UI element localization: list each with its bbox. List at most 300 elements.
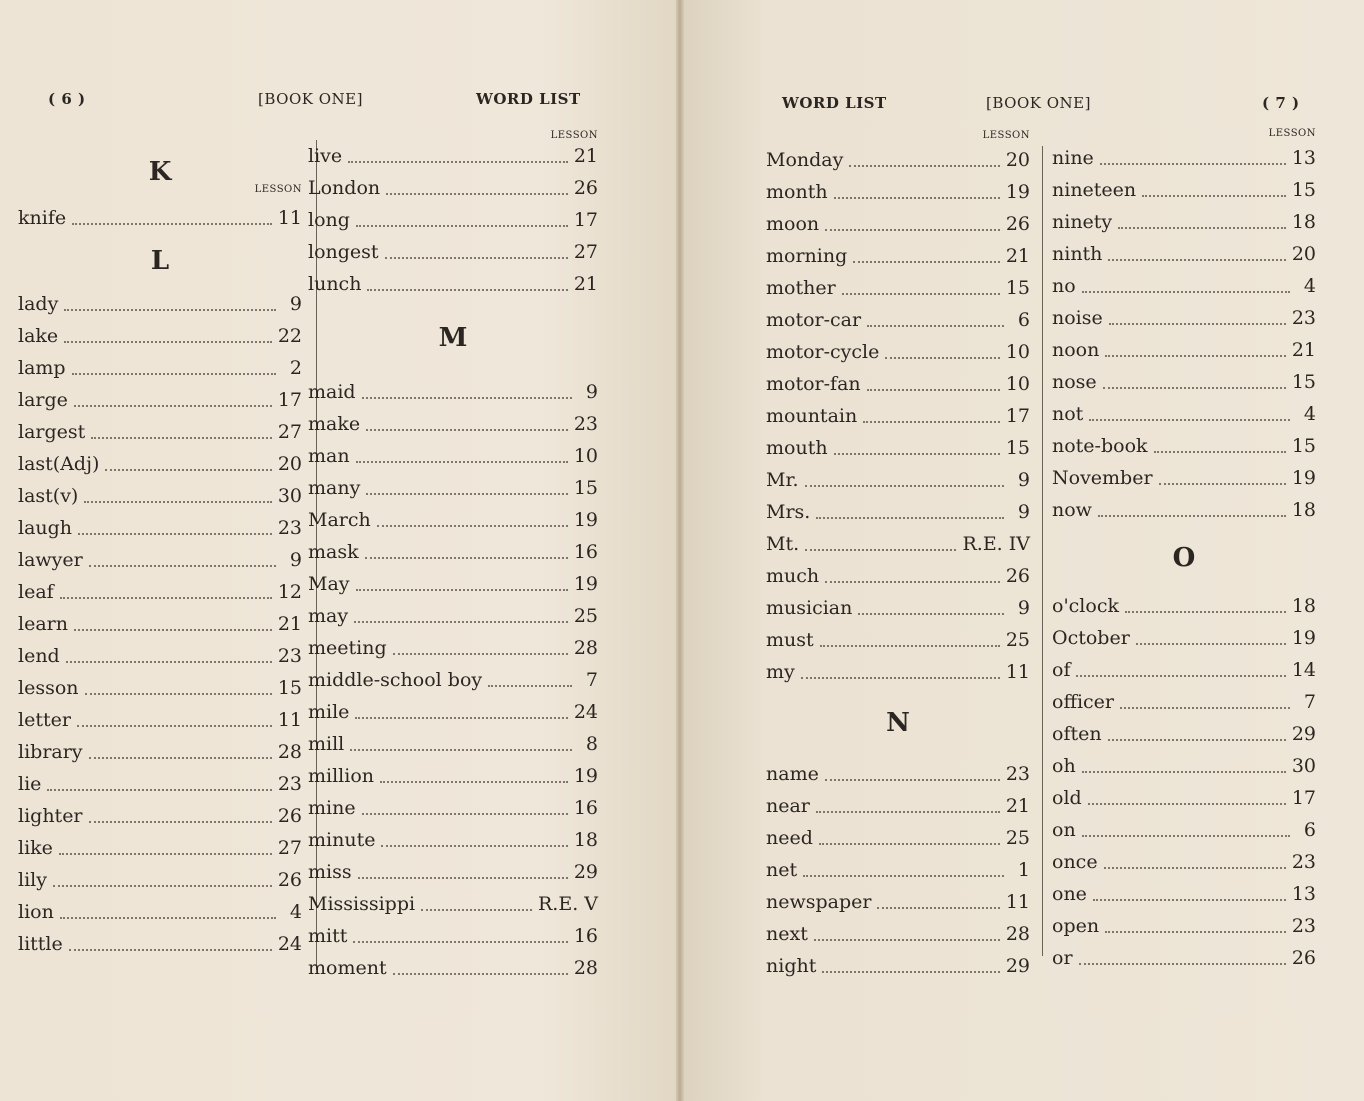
lesson-number: 21 — [573, 145, 598, 167]
leader-dots — [74, 405, 272, 407]
word-text: March — [308, 509, 371, 531]
word-entry — [18, 800, 302, 832]
word-text: lawyer — [18, 549, 83, 571]
leader-dots — [1136, 643, 1286, 645]
word-entry — [766, 560, 1030, 592]
leader-dots — [1142, 195, 1286, 197]
leader-dots — [805, 485, 1005, 487]
left-page-number: ( 6 ) — [48, 90, 86, 108]
leader-dots — [1079, 963, 1286, 965]
lesson-number: 10 — [1005, 373, 1030, 395]
lesson-number: 19 — [573, 573, 598, 595]
lesson-number: 17 — [1291, 787, 1316, 809]
word-entry — [308, 632, 598, 664]
word-text: lend — [18, 645, 60, 667]
word-entry — [766, 822, 1030, 854]
lesson-number: 30 — [1291, 755, 1316, 777]
word-text: large — [18, 389, 68, 411]
word-text: mitt — [308, 925, 348, 947]
word-text: many — [308, 477, 361, 499]
lesson-number: 23 — [277, 517, 302, 539]
leader-dots — [366, 493, 567, 495]
word-entry — [766, 336, 1030, 368]
leader-dots — [377, 525, 568, 527]
leader-dots — [367, 289, 567, 291]
leader-dots — [78, 533, 272, 535]
word-text: nine — [1052, 147, 1094, 169]
word-entry — [1052, 622, 1316, 654]
lesson-number: 10 — [573, 445, 598, 467]
left-col-1 — [18, 150, 302, 960]
word-entry — [308, 888, 598, 920]
word-entry — [766, 656, 1030, 688]
lesson-number: R.E. IV — [962, 533, 1030, 555]
lesson-number: 18 — [1291, 499, 1316, 521]
word-text: Mt. — [766, 533, 800, 555]
lesson-number: 28 — [573, 957, 598, 979]
leader-dots — [867, 389, 1000, 391]
word-entry — [1052, 750, 1316, 782]
word-text: musician — [766, 597, 853, 619]
word-entry — [18, 544, 302, 576]
word-entry — [308, 568, 598, 600]
leader-dots — [89, 757, 272, 759]
word-text: leaf — [18, 581, 54, 603]
word-text: live — [308, 145, 343, 167]
lesson-number: R.E. V — [537, 893, 598, 915]
word-text: noon — [1052, 339, 1100, 361]
lesson-number: 20 — [1291, 243, 1316, 265]
lesson-number: 23 — [277, 645, 302, 667]
word-text: of — [1052, 659, 1071, 681]
lesson-number: 21 — [277, 613, 302, 635]
leader-dots — [386, 193, 568, 195]
word-text: note-book — [1052, 435, 1148, 457]
word-text: or — [1052, 947, 1073, 969]
word-text: may — [308, 605, 349, 627]
word-entry — [308, 376, 598, 408]
lesson-number: 24 — [573, 701, 598, 723]
leader-dots — [60, 917, 276, 919]
lesson-number: 28 — [1005, 923, 1030, 945]
word-entry — [766, 240, 1030, 272]
right-col-1 — [766, 130, 1030, 982]
word-text: my — [766, 661, 795, 683]
leader-dots — [1088, 803, 1286, 805]
leader-dots — [421, 909, 532, 911]
o-entries — [1052, 590, 1316, 974]
word-text: night — [766, 955, 817, 977]
left-page — [0, 0, 676, 1101]
lesson-number: 9 — [585, 381, 598, 403]
word-text: longest — [308, 241, 379, 263]
lesson-number: 9 — [289, 293, 302, 315]
l-entries — [18, 288, 302, 960]
word-text: like — [18, 837, 53, 859]
word-entry — [766, 464, 1030, 496]
lesson-number: 18 — [1291, 211, 1316, 233]
lesson-number: 15 — [1291, 435, 1316, 457]
leader-dots — [353, 941, 567, 943]
leader-dots — [89, 565, 276, 567]
leader-dots — [89, 821, 272, 823]
word-entry — [766, 918, 1030, 950]
word-entry — [1052, 174, 1316, 206]
leader-dots — [825, 229, 1000, 231]
word-entry — [308, 268, 598, 300]
word-text: now — [1052, 499, 1092, 521]
book-gutter — [676, 0, 684, 1101]
word-text: letter — [18, 709, 71, 731]
word-entry — [18, 832, 302, 864]
lesson-number: 17 — [573, 209, 598, 231]
left-section-title: WORD LIST — [476, 90, 581, 108]
word-entry — [18, 512, 302, 544]
word-text: mouth — [766, 437, 828, 459]
word-entry — [308, 856, 598, 888]
lesson-number: 23 — [1291, 307, 1316, 329]
word-text: morning — [766, 245, 848, 267]
word-entry — [1052, 430, 1316, 462]
leader-dots — [825, 581, 1000, 583]
lesson-number: 17 — [277, 389, 302, 411]
lesson-number: 29 — [1291, 723, 1316, 745]
word-text: motor-fan — [766, 373, 861, 395]
lesson-number: 19 — [1005, 181, 1030, 203]
word-entry — [308, 204, 598, 236]
lesson-number: 27 — [277, 837, 302, 859]
word-entry — [308, 760, 598, 792]
leader-dots — [362, 813, 568, 815]
letter-heading-k: K — [148, 157, 172, 187]
word-entry — [18, 576, 302, 608]
leader-dots — [1103, 387, 1286, 389]
right-page — [684, 0, 1364, 1101]
word-entry — [1052, 142, 1316, 174]
lesson-number: 4 — [1303, 403, 1316, 425]
word-text: mask — [308, 541, 359, 563]
word-entry — [766, 144, 1030, 176]
lesson-number: 15 — [1005, 277, 1030, 299]
word-text: October — [1052, 627, 1130, 649]
k-entries — [18, 202, 302, 234]
m-entries — [308, 376, 598, 984]
word-entry — [18, 864, 302, 896]
lesson-number: 26 — [1005, 213, 1030, 235]
leader-dots — [805, 549, 956, 551]
lesson-number: 4 — [1303, 275, 1316, 297]
lesson-number: 25 — [1005, 629, 1030, 651]
word-entry — [766, 528, 1030, 560]
lesson-number: 15 — [1291, 371, 1316, 393]
leader-dots — [348, 161, 568, 163]
leader-dots — [867, 325, 1004, 327]
word-entry — [766, 304, 1030, 336]
word-entry — [766, 758, 1030, 790]
leader-dots — [84, 501, 271, 503]
lesson-number: 20 — [1005, 149, 1030, 171]
word-entry — [18, 352, 302, 384]
word-text: library — [18, 741, 83, 763]
word-entry — [308, 792, 598, 824]
lesson-number: 19 — [573, 509, 598, 531]
word-text: open — [1052, 915, 1100, 937]
word-entry — [1052, 366, 1316, 398]
word-text: once — [1052, 851, 1098, 873]
n-entries — [766, 758, 1030, 982]
leader-dots — [354, 621, 568, 623]
leader-dots — [64, 309, 276, 311]
leader-dots — [1076, 675, 1285, 677]
lesson-number: 12 — [277, 581, 302, 603]
word-text: oh — [1052, 755, 1076, 777]
lesson-number: 29 — [1005, 955, 1030, 977]
leader-dots — [393, 653, 568, 655]
lesson-number: 19 — [1291, 467, 1316, 489]
right-book-title: [BOOK ONE] — [986, 94, 1091, 112]
word-text: ninth — [1052, 243, 1103, 265]
word-entry — [1052, 878, 1316, 910]
word-entry — [308, 600, 598, 632]
word-entry — [1052, 206, 1316, 238]
word-entry — [18, 928, 302, 960]
word-text: lesson — [18, 677, 79, 699]
lesson-number: 26 — [1291, 947, 1316, 969]
word-entry — [1052, 942, 1316, 974]
lesson-number: 15 — [1291, 179, 1316, 201]
word-entry — [308, 664, 598, 696]
word-entry — [1052, 782, 1316, 814]
word-text: nose — [1052, 371, 1097, 393]
word-entry — [308, 824, 598, 856]
word-text: last(Adj) — [18, 453, 100, 475]
word-text: mine — [308, 797, 356, 819]
word-text: one — [1052, 883, 1087, 905]
lesson-number: 11 — [1005, 661, 1030, 683]
word-entry — [308, 696, 598, 728]
word-entry — [18, 320, 302, 352]
leader-dots — [59, 853, 272, 855]
lesson-number: 1 — [1017, 859, 1030, 881]
word-entry — [18, 640, 302, 672]
word-text: month — [766, 181, 828, 203]
lesson-number: 6 — [1017, 309, 1030, 331]
leader-dots — [380, 781, 568, 783]
leader-dots — [1082, 291, 1290, 293]
word-text: London — [308, 177, 381, 199]
leader-dots — [385, 257, 568, 259]
word-text: near — [766, 795, 810, 817]
word-text: Monday — [766, 149, 844, 171]
lesson-number: 23 — [1291, 915, 1316, 937]
leader-dots — [1154, 451, 1286, 453]
leader-dots — [1118, 227, 1286, 229]
leader-dots — [834, 197, 1000, 199]
leader-dots — [1104, 867, 1286, 869]
leader-dots — [863, 421, 1000, 423]
word-text: knife — [18, 207, 67, 229]
word-text: next — [766, 923, 808, 945]
leader-dots — [72, 373, 276, 375]
word-text: o'clock — [1052, 595, 1119, 617]
word-text: maid — [308, 381, 356, 403]
word-entry — [1052, 238, 1316, 270]
word-entry — [766, 790, 1030, 822]
m-cont-entries — [766, 144, 1030, 688]
word-entry — [1052, 654, 1316, 686]
word-entry — [18, 480, 302, 512]
word-text: mile — [308, 701, 350, 723]
left-book-title: [BOOK ONE] — [258, 90, 363, 108]
right-col-2 — [1052, 128, 1316, 974]
word-text: need — [766, 827, 813, 849]
lesson-number: 26 — [277, 805, 302, 827]
word-entry — [18, 448, 302, 480]
lesson-number: 26 — [277, 869, 302, 891]
word-text: lily — [18, 869, 47, 891]
word-text: name — [766, 763, 819, 785]
word-entry — [18, 202, 302, 234]
word-entry — [766, 624, 1030, 656]
word-entry — [1052, 590, 1316, 622]
leader-dots — [366, 429, 568, 431]
word-entry — [1052, 814, 1316, 846]
leader-dots — [85, 693, 272, 695]
word-text: officer — [1052, 691, 1114, 713]
leader-dots — [849, 165, 999, 167]
n-cont-entries — [1052, 142, 1316, 526]
leader-dots — [356, 461, 568, 463]
lesson-number: 23 — [573, 413, 598, 435]
lesson-number: 2 — [289, 357, 302, 379]
lesson-number: 9 — [289, 549, 302, 571]
word-text: must — [766, 629, 814, 651]
leader-dots — [355, 717, 567, 719]
lesson-number: 25 — [1005, 827, 1030, 849]
word-entry — [1052, 334, 1316, 366]
word-text: lie — [18, 773, 42, 795]
word-text: nineteen — [1052, 179, 1137, 201]
word-text: lamp — [18, 357, 66, 379]
lesson-number: 11 — [1005, 891, 1030, 913]
leader-dots — [801, 677, 1000, 679]
word-text: lake — [18, 325, 59, 347]
lesson-number: 23 — [1291, 851, 1316, 873]
lesson-number: 18 — [1291, 595, 1316, 617]
lesson-number: 20 — [277, 453, 302, 475]
word-entry — [308, 536, 598, 568]
word-text: Mr. — [766, 469, 799, 491]
leader-dots — [1105, 931, 1286, 933]
word-text: Mrs. — [766, 501, 811, 523]
leader-dots — [72, 223, 272, 225]
lesson-label: LESSON — [550, 130, 598, 141]
word-text: on — [1052, 819, 1076, 841]
leader-dots — [77, 725, 272, 727]
lesson-number: 14 — [1291, 659, 1316, 681]
leader-dots — [91, 437, 272, 439]
word-entry — [1052, 686, 1316, 718]
leader-dots — [858, 613, 1004, 615]
word-entry — [766, 368, 1030, 400]
word-entry — [1052, 462, 1316, 494]
word-text: mill — [308, 733, 345, 755]
lesson-number: 10 — [1005, 341, 1030, 363]
word-text: net — [766, 859, 798, 881]
lesson-number: 16 — [573, 925, 598, 947]
word-entry — [308, 472, 598, 504]
leader-dots — [820, 645, 1000, 647]
leader-dots — [842, 293, 1000, 295]
word-text: mother — [766, 277, 836, 299]
leader-dots — [1108, 259, 1285, 261]
lesson-number: 13 — [1291, 147, 1316, 169]
word-text: moon — [766, 213, 820, 235]
word-entry — [18, 704, 302, 736]
lesson-number: 7 — [1303, 691, 1316, 713]
word-entry — [766, 950, 1030, 982]
leader-dots — [816, 517, 1004, 519]
letter-heading-m: M — [438, 323, 468, 353]
leader-dots — [358, 877, 568, 879]
leader-dots — [1082, 835, 1290, 837]
lesson-number: 21 — [1005, 245, 1030, 267]
lesson-number: 22 — [277, 325, 302, 347]
word-text: little — [18, 933, 63, 955]
lesson-label: LESSON — [982, 130, 1030, 141]
word-entry — [1052, 302, 1316, 334]
lesson-number: 27 — [573, 241, 598, 263]
word-text: make — [308, 413, 361, 435]
lesson-label: LESSON — [254, 184, 302, 195]
leader-dots — [877, 907, 999, 909]
word-entry — [18, 416, 302, 448]
lesson-number: 21 — [1291, 339, 1316, 361]
word-entry — [1052, 494, 1316, 526]
word-entry — [18, 288, 302, 320]
leader-dots — [1109, 323, 1286, 325]
lesson-number: 17 — [1005, 405, 1030, 427]
word-entry — [1052, 718, 1316, 750]
leader-dots — [53, 885, 272, 887]
lesson-number: 24 — [277, 933, 302, 955]
leader-dots — [60, 597, 272, 599]
leader-dots — [393, 973, 568, 975]
word-text: ninety — [1052, 211, 1113, 233]
lesson-number: 6 — [1303, 819, 1316, 841]
word-text: meeting — [308, 637, 387, 659]
lesson-number: 29 — [573, 861, 598, 883]
lesson-number: 15 — [1005, 437, 1030, 459]
leader-dots — [885, 357, 999, 359]
leader-dots — [819, 843, 1000, 845]
lesson-number: 23 — [1005, 763, 1030, 785]
word-entry — [308, 236, 598, 268]
word-entry — [18, 736, 302, 768]
word-entry — [308, 440, 598, 472]
lesson-number: 19 — [573, 765, 598, 787]
word-entry — [18, 608, 302, 640]
word-text: Mississippi — [308, 893, 416, 915]
word-text: motor-car — [766, 309, 862, 331]
word-text: not — [1052, 403, 1084, 425]
right-section-title: WORD LIST — [782, 94, 887, 112]
lesson-number: 28 — [573, 637, 598, 659]
leader-dots — [1093, 899, 1286, 901]
word-entry — [308, 920, 598, 952]
lesson-number: 8 — [585, 733, 598, 755]
letter-heading-l: L — [150, 246, 170, 276]
